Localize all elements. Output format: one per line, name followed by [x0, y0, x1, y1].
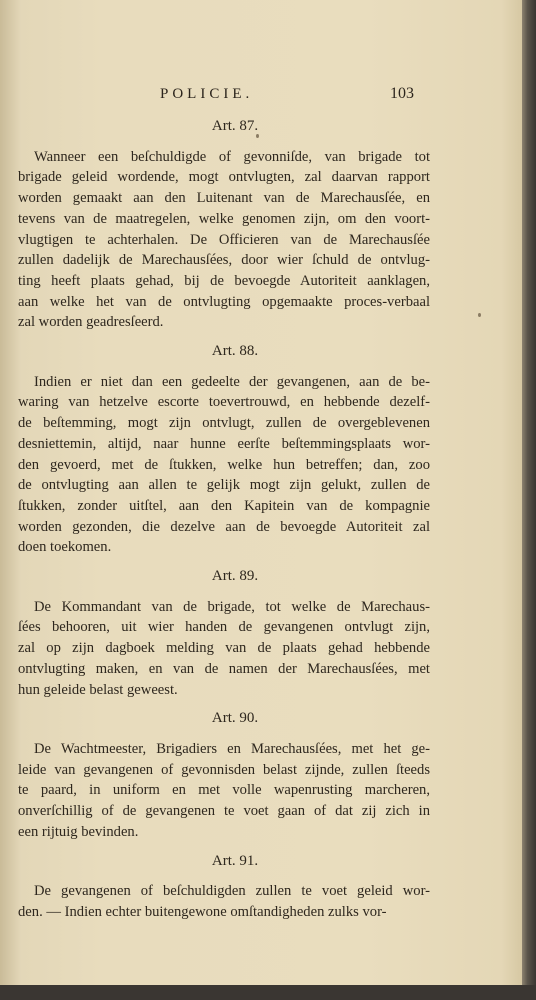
text-line: De Kommandant van de brigade, tot welke de Marechaus-	[34, 598, 430, 615]
text-line: ſées behooren, uit wier handen de gevangenen ontvlugt zijn,	[18, 619, 430, 636]
text-line: leide van gevangenen of gevonnisden belast zijnde, zullen ſteeds	[18, 761, 430, 778]
article-paragraph	[18, 147, 430, 333]
text-line: worden gemaakt aan den Luitenant van de Marechausſée, en	[18, 190, 430, 207]
text-line: zal op zijn dagboek melding van de plaats gehad hebbende	[18, 640, 430, 657]
text-line: aan welke het van de ontvlugting opgemaakte proces-verbaal	[18, 293, 430, 310]
text-line: brigade geleid wordende, mogt ontvlugten, zal daarvan rapport	[18, 169, 430, 186]
text-line: waring van hetzelve escorte toevertrouwd, en hebbende dezelf-	[18, 394, 430, 411]
text-line: Wanneer een beſchuldigde of gevonniſde, van brigade tot	[34, 148, 430, 165]
article-heading: Art. 90.	[211, 710, 259, 727]
running-head: POLICIE.	[160, 86, 254, 102]
text-line: de beſtemming, mogt zijn ontvlugt, zullen de overgeblevenen	[18, 415, 430, 432]
paper-speck	[478, 313, 481, 317]
text-line: De Wachtmeester, Brigadiers en Marechausſées, met het ge-	[34, 740, 430, 757]
text-line: Indien er niet dan een gedeelte der gevangenen, aan de be-	[34, 373, 430, 390]
text-line: vlugtigen te achterhalen. De Officieren van de Marechausſée	[18, 231, 430, 248]
text-line: tevens van de maatregelen, welke genomen zijn, om den voort-	[18, 210, 430, 227]
text-line: te paard, in uniform en met volle wapenrusting marcheren,	[18, 782, 430, 799]
article-paragraph	[18, 881, 430, 922]
text-line: een rijtuig bevinden.	[18, 823, 139, 840]
text-line: worden gezonden, die dezelve aan de bevoegde Autoriteit zal	[18, 518, 430, 535]
text-line: zullen dadelijk de Marechausſées, door wier ſchuld de ontvlug-	[18, 252, 430, 269]
article-paragraph	[18, 597, 430, 701]
text-line: onverſchillig of de gevangenen te voet gaan of dat zij zich in	[18, 803, 430, 820]
article-heading: Art. 87.	[211, 118, 259, 134]
text-line: hun geleide belast geweest.	[18, 681, 178, 698]
article-heading: Art. 88.	[211, 343, 259, 360]
paper-speck	[256, 134, 259, 138]
page-edge	[522, 0, 536, 1000]
text-line: den gevoerd, met de ſtukken, welke hun betreffen; dan, zoo	[18, 456, 430, 473]
article-paragraph	[18, 739, 430, 843]
article-heading: Art. 89.	[211, 568, 259, 585]
article-heading: Art. 91.	[211, 852, 259, 869]
text-line: den. — Indien echter buitengewone omſtandigheden zulks vor-	[18, 903, 387, 920]
page-header	[0, 86, 522, 108]
text-line: ontvlugting maken, en van de namen der Marechausſées, met	[18, 660, 430, 677]
text-line: De gevangenen of beſchuldigden zullen te voet geleid wor-	[34, 883, 430, 900]
article-paragraph	[18, 372, 430, 558]
text-line: de ontvlugting aan allen te gelijk mogt zijn gelukt, zullen de	[18, 477, 430, 494]
text-line: ting heeft plaats gehad, bij de bevoegde Autoriteit aanklagen,	[18, 272, 430, 289]
text-line: zal worden geadresſeerd.	[18, 314, 164, 331]
page-number: 103	[390, 85, 414, 102]
text-line: ſtukken, zonder uitſtel, aan den Kapitein van de kompagnie	[18, 497, 430, 514]
body-text	[18, 112, 430, 931]
text-line: doen toekomen.	[18, 539, 112, 556]
text-line: desniettemin, altijd, naar hunne eerſte beſtemmingsplaats wor-	[18, 435, 430, 452]
scan-border	[0, 985, 536, 1000]
